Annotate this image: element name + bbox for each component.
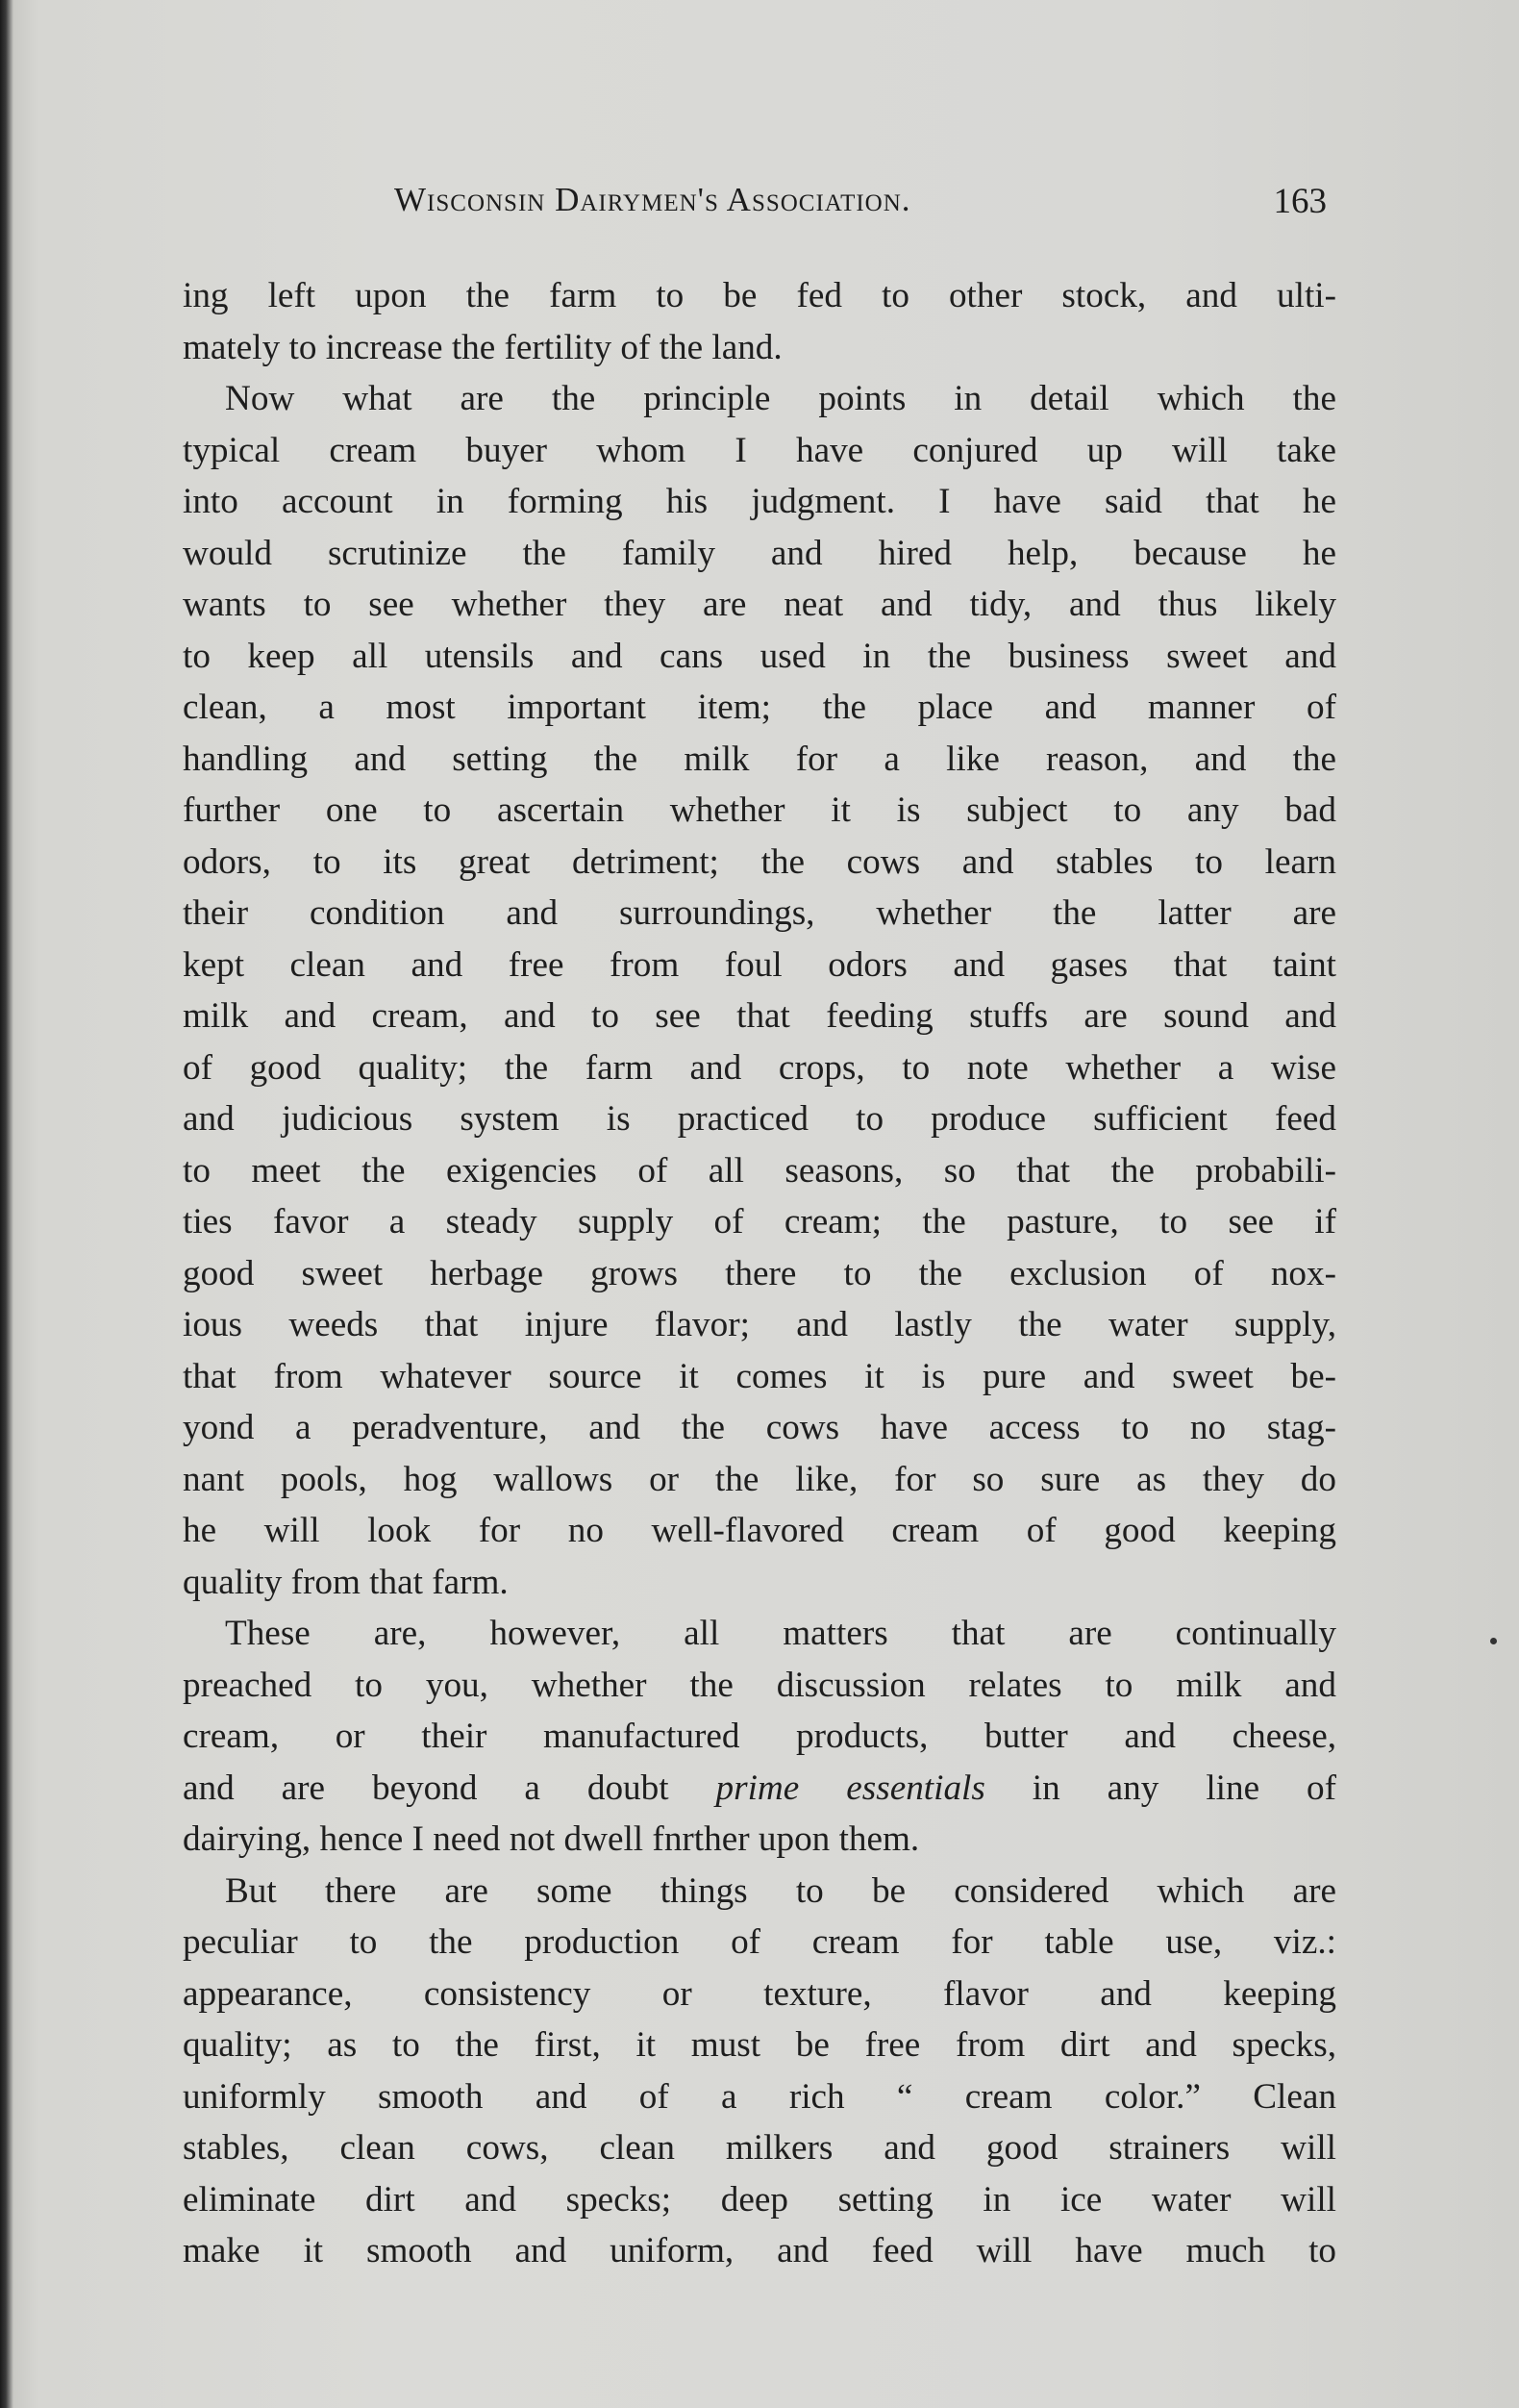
text-line: clean, a most important item; the place and manner of xyxy=(183,688,1336,727)
text-line: ious weeds that injure flavor; and lastly the water supply, xyxy=(183,1305,1336,1344)
text-segment: and are beyond a doubt xyxy=(183,1768,716,1808)
text-line: good sweet herbage grows there to the exclusion of nox- xyxy=(183,1253,1336,1293)
margin-dot xyxy=(1490,1638,1497,1644)
text-line: stables, clean cows, clean milkers and good strainers will xyxy=(183,2128,1336,2168)
text-line: quality; as to the first, it must be free from dirt and specks, xyxy=(183,2025,1336,2065)
text-line: to keep all utensils and cans used in the business sweet and xyxy=(183,636,1336,676)
text-line: make it smooth and uniform, and feed will have much to xyxy=(183,2231,1336,2270)
text-line: and judicious system is practiced to produce sufficient feed xyxy=(183,1099,1336,1139)
text-line: that from whatever source it comes it is pure and sweet be- xyxy=(183,1356,1336,1396)
text-line: cream, or their manufactured products, butter and cheese, xyxy=(183,1717,1336,1756)
text-line: milk and cream, and to see that feeding stuffs are sound and xyxy=(183,996,1336,1036)
text-line: These are, however, all matters that are continually xyxy=(225,1614,1336,1653)
text-line: ing left upon the farm to be fed to other stock, and ulti- xyxy=(183,276,1336,315)
text-line: their condition and surroundings, whether the latter are xyxy=(183,893,1336,933)
running-header xyxy=(183,181,1346,235)
text-line: of good quality; the farm and crops, to note whether a wise xyxy=(183,1047,1336,1088)
text-line: kept clean and free from foul odors and gases that taint xyxy=(183,944,1336,985)
text-line: eliminate dirt and specks; deep setting in ice water will xyxy=(183,2179,1336,2220)
body-text xyxy=(183,270,1336,2277)
text-line: wants to see whether they are neat and tidy, and thus likely xyxy=(183,585,1336,624)
text-line: ties favor a steady supply of cream; the pasture, to see if xyxy=(183,1202,1336,1242)
text-line: Now what are the principle points in detail which the xyxy=(225,379,1336,418)
text-line: typical cream buyer whom I have conjured up will take xyxy=(183,430,1336,470)
header-title: Wisconsin Dairymen's Association. xyxy=(394,181,911,218)
text-line: handling and setting the milk for a like reason, and the xyxy=(183,739,1336,779)
text-line: quality from that farm. xyxy=(183,1562,509,1602)
text-line: into account in forming his judgment. I have said that he xyxy=(183,482,1336,521)
text-line: further one to ascertain whether it is subject to any bad xyxy=(183,790,1336,830)
text-line: mately to increase the fertility of the land. xyxy=(183,327,783,367)
text-line: to meet the exigencies of all seasons, so that the probabili- xyxy=(183,1150,1336,1191)
text-line: yond a peradventure, and the cows have access to no stag- xyxy=(183,1408,1336,1447)
text-line: uniformly smooth and of a rich “ cream color.” Clean xyxy=(183,2076,1336,2117)
page-number: 163 xyxy=(1273,182,1327,221)
text-line: odors, to its great detriment; the cows and stables to learn xyxy=(183,841,1336,882)
text-line: preached to you, whether the discussion relates to milk and xyxy=(183,1665,1336,1705)
text-line: would scrutinize the family and hired help, because he xyxy=(183,533,1336,573)
text-line: dairying, hence I need not dwell fnrther upon them. xyxy=(183,1819,920,1859)
text-line: peculiar to the production of cream for table use, viz.: xyxy=(183,1922,1336,1962)
text-line: But there are some things to be considered which are xyxy=(225,1870,1336,1911)
italic-phrase: prime essentials xyxy=(715,1768,985,1808)
text-line: appearance, consistency or texture, flavor and keeping xyxy=(183,1973,1336,2014)
text-line: he will look for no well-flavored cream of good keeping xyxy=(183,1511,1336,1550)
text-line xyxy=(183,1763,1336,1815)
text-line: nant pools, hog wallows or the like, for so sure as they do xyxy=(183,1459,1336,1499)
text-segment: in any line of xyxy=(984,1768,1337,1808)
